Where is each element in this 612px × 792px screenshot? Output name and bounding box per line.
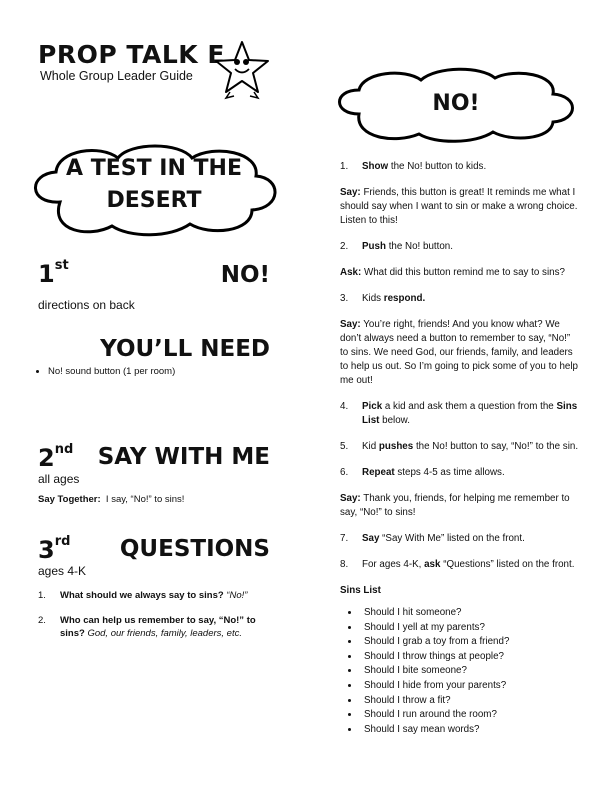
brand-title: PROP TALK E xyxy=(38,40,225,69)
lesson-title-line1: A TEST IN THE xyxy=(66,156,242,181)
step-3: 3. Kids respond. xyxy=(340,293,426,304)
questions-list xyxy=(38,589,263,640)
directions xyxy=(340,160,580,737)
say-together xyxy=(38,494,184,505)
say-1: Say: Friends, this button is great! It reminds me what I should say when I want to sin or make a wrong choice. Listen to this! xyxy=(340,187,578,226)
section3-ages: ages 4-K xyxy=(38,564,87,578)
list-item: • No! sound button (1 per room) xyxy=(48,366,298,377)
list-item: • Should I throw a fit? xyxy=(360,694,580,709)
no-cloud-title: NO! xyxy=(432,91,480,116)
youll-need-title: YOU’LL NEED xyxy=(100,336,270,362)
list-item: • Should I run around the room? xyxy=(360,708,580,723)
say-3: Say: Thank you, friends, for helping me remember to say, “No!” to sins! xyxy=(340,493,570,518)
step-4: 4. Pick a kid and ask them a question from the Sins List below. xyxy=(340,401,578,426)
step-2: 2. Push the No! button. xyxy=(340,241,453,252)
section2-title: SAY WITH ME xyxy=(97,444,270,470)
list-item: • Should I grab a toy from a friend? xyxy=(360,635,580,650)
list-item: • Should I yell at my parents? xyxy=(360,621,580,636)
section3-number: 3rd xyxy=(38,534,71,564)
list-item: • Should I hide from your parents? xyxy=(360,679,580,694)
say-2: Say: You’re right, friends! And you know what? We don’t always need a button to remember to say, “No!” to sins. We need God, our friends, family, and leaders to help us out. So I’m going to pick some of you to help me out! xyxy=(340,319,578,386)
youll-need-list xyxy=(30,366,298,377)
say-together-text: I say, “No!” to sins! xyxy=(105,494,185,505)
lesson-title-line2: DESERT xyxy=(106,188,202,213)
section1-note: directions on back xyxy=(38,298,135,312)
step-7: 7. Say “Say With Me” listed on the front. xyxy=(340,533,525,544)
list-item: • Should I hit someone? xyxy=(360,606,580,621)
question-item: 1. What should we always say to sins? “No!” xyxy=(38,590,248,601)
star-mascot-icon xyxy=(212,38,272,100)
list-item: • Should I say mean words? xyxy=(360,723,580,738)
step-5: 5. Kid pushes the No! button to say, “No!” to the sin. xyxy=(340,441,579,452)
step-6: 6. Repeat steps 4-5 as time allows. xyxy=(340,467,505,478)
sins-list xyxy=(340,606,580,737)
step-8: 8. For ages 4-K, ask “Questions” listed on the front. xyxy=(340,559,575,570)
list-item: • Should I bite someone? xyxy=(360,664,580,679)
brand-subtitle: Whole Group Leader Guide xyxy=(40,69,193,83)
ask: Ask: What did this button remind me to say to sins? xyxy=(340,267,565,278)
lesson-title xyxy=(28,153,280,217)
step-1: 1. Show the No! button to kids. xyxy=(340,161,487,172)
section1-number: 1st xyxy=(38,258,69,288)
question-item: 2. Who can help us remember to say, “No!” to sins? God, our friends, family, leaders, etc. xyxy=(38,615,256,639)
section3-title: QUESTIONS xyxy=(119,536,270,562)
sins-list-title: Sins List xyxy=(340,585,381,596)
section2-number: 2nd xyxy=(38,442,74,472)
say-together-label: Say Together: xyxy=(38,494,101,505)
list-item: • Should I throw things at people? xyxy=(360,650,580,665)
section2-ages: all ages xyxy=(38,472,80,486)
section1-title: NO! xyxy=(220,262,270,288)
